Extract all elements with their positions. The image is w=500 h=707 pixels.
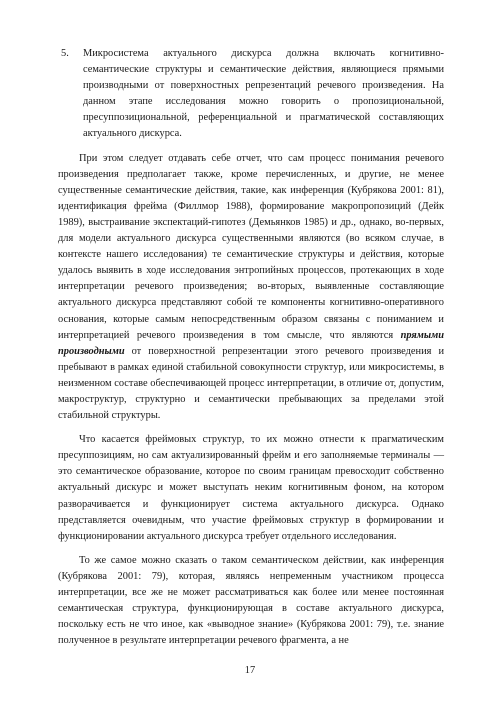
paragraph-gap xyxy=(58,143,444,151)
paragraph-1-text-end: от поверхностной репрезентации этого речевого произведения и пребывают в рамках единой стабильной совокупности структур, или микросистемы, в неизменном составе обеспечивающей процесс интерпретации, в отличие от, допустим, макроструктур, структурно и семантически пребывающих за пределами этой стабильной структуры. xyxy=(58,345,444,422)
paragraph-1 xyxy=(58,151,444,425)
page-number: 17 xyxy=(244,665,256,676)
list-item-5 xyxy=(58,46,444,143)
list-item-number: 5. xyxy=(61,48,69,59)
paragraph-3: То же самое можно сказать о таком семантическом действии, как инференция (Кубрякова 2001: 79), которая, являясь непременным участником процесса интерпретации, все же не может рассматриваться как более или менее постоянная семантическая структура, функционирующая в составе актуального дискурса, поскольку есть не что иное, как «выводное знание» (Кубрякова 2001: 79), т.е. знание полученное в результате интерпретации речевого фрагмента, а не xyxy=(58,554,444,647)
paragraph-gap xyxy=(58,424,444,432)
list-item-text: Микросистема актуального дискурса должна включать когнитивно-семантические структуры и семантические действия, являющиеся прямыми производными от поверхностных репрезентаций речевого произведения. На данном этапе исследования можно говорить о пропозициональной, пресуппозициональной, референциальной и прагматической составляющих актуального дискурса. xyxy=(83,48,444,140)
paragraph-gap xyxy=(58,545,444,553)
paragraph-1-emphasis: прямыми производными xyxy=(58,329,444,357)
paragraph-2: Что касается фреймовых структур, то их можно отнести к прагматическим пресуппозициям, но сам актуализированный фрейм и его заполняемые терминалы — это семантическое образование, которое по своим границам превосходит собственно актуальный дискурс и может выступать неким когнитивным фоном, на котором разворачивается и функционирует система актуального дискурса. Однако представляется очевидным, что участие фреймовых структур в формировании и функционировании актуального дискурса требует отдельного исследования. xyxy=(58,434,444,542)
paragraph-1-text-start: При этом следует отдавать себе отчет, что сам процесс понимания речевого произведения предполагает также, кроме перечисленных, и другие, не менее существенные семантические действия, такие, как инференция (Кубрякова 2001: 81), идентификация фрейма (Филлмор 1988), формирование макропропозиций (Дейк 1989), выстраивание экспектаций-гипотез (Демьянков 1985) и др., однако, во-первых, для модели актуального дискурса существенными являются (во всяком случае, в контексте нашего исследования) те семантические структуры и действия, которые удалось выявить в ходе исследования энтропийных процессов, протекающих в ходе интерпретации речевого произведения; во-вторых, выявленные составляющие актуального дискурса представляют собой те компоненты когнитивно-оперативного основания, которые самым непосредственным образом связаны с пониманием и интерпретацией речевого произведения в том смысле, что являются xyxy=(58,152,444,341)
